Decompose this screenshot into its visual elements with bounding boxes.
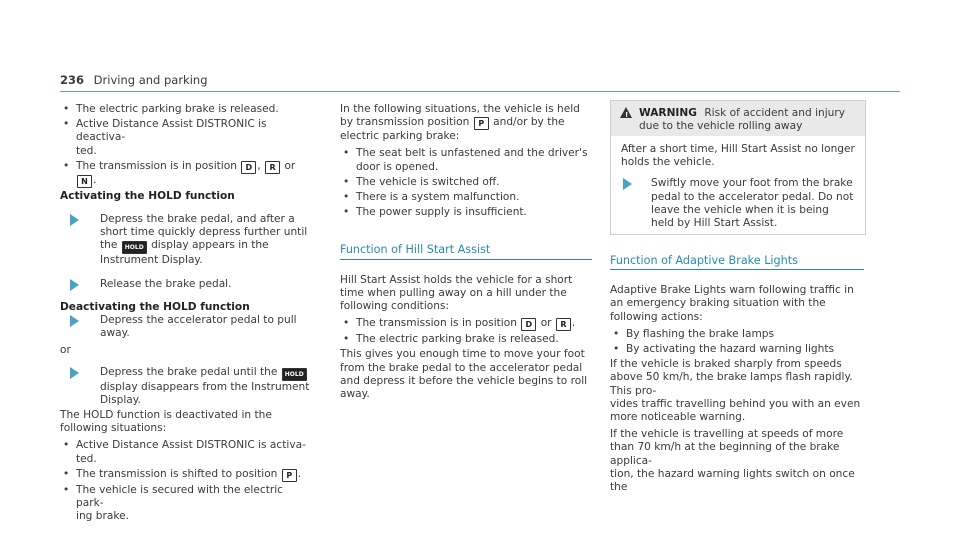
step-4: Depress the brake pedal until the HOLD display disappears from the Instrument Display. xyxy=(60,366,312,407)
column-2 xyxy=(340,103,592,405)
list-item: • By flashing the brake lamps xyxy=(610,328,864,341)
warning-body xyxy=(611,136,865,230)
list-item: • The vehicle is switched off. xyxy=(340,176,592,189)
hill-start-text: Hill Start Assist holds the vehicle for a short time when pulling away on a hill under the following conditions: xyxy=(340,273,573,313)
gear-p-key: P xyxy=(474,117,489,130)
warning-title: Risk of accident and injury due to the vehicle rolling away xyxy=(639,107,846,132)
warning-step: Swiftly move your foot from the brake pedal to the accelerator pedal. Do not leave the vehicle when it is being held by Hill Start Assist. xyxy=(621,177,855,230)
list-item: • The vehicle is secured with the electric park- ing brake. xyxy=(60,484,312,524)
deactivated-situations-text: The HOLD function is deactivated in the following situations: xyxy=(60,409,272,435)
gear-r-key: R xyxy=(265,161,280,174)
abl-hazard-text: If the vehicle is travelling at speeds of more than 70 km/h at the beginning of the brake applica- tion, the hazard warning lights switch on once the xyxy=(610,428,855,494)
section-title-hill-start: Function of Hill Start Assist xyxy=(340,243,592,259)
step-3: Depress the accelerator pedal to pull away. xyxy=(60,314,312,340)
gear-d-key: D xyxy=(241,161,256,174)
prereq-list xyxy=(60,103,312,188)
warning-header xyxy=(611,101,865,136)
hill-start-time-text: This gives you enough time to move your foot from the brake pedal to the accelerator pedal and depress it before the vehicle begins to roll away. xyxy=(340,348,588,401)
column-3 xyxy=(610,254,864,498)
section-title-adaptive-brake-lights: Function of Adaptive Brake Lights xyxy=(610,254,864,270)
list-item: • The transmission is in position D , R or N . xyxy=(60,160,312,188)
page-header xyxy=(60,74,208,87)
deactivation-list xyxy=(60,439,312,523)
warning-label: WARNING xyxy=(639,107,697,119)
gear-d-key: D xyxy=(521,318,536,331)
list-item: • The electric parking brake is released. xyxy=(60,103,312,116)
list-item: • Active Distance Assist DISTRONIC is deactiva- ted. xyxy=(60,118,312,158)
page-number: 236 xyxy=(60,73,85,87)
or-text: or xyxy=(60,344,71,357)
list-item: • The seat belt is unfastened and the driver's door is opened. xyxy=(340,147,592,173)
step-2: Release the brake pedal. xyxy=(60,278,312,291)
list-item: • The power supply is insufficient. xyxy=(340,206,592,219)
gear-n-key: N xyxy=(77,175,92,188)
header-divider xyxy=(60,91,900,92)
list-item: • By activating the hazard warning lights xyxy=(610,343,864,356)
step-arrow-icon xyxy=(70,367,79,379)
step-arrow-icon xyxy=(70,315,79,327)
step-arrow-icon xyxy=(623,178,632,190)
hill-start-conditions xyxy=(340,317,592,346)
list-item: • The electric parking brake is released. xyxy=(340,333,592,346)
step-1: Depress the brake pedal, and after a short time quickly depress further until the HOLD display appears in the Instrument Display. xyxy=(60,213,312,268)
list-item: • The transmission is shifted to position P . xyxy=(60,468,312,482)
abl-actions xyxy=(610,328,864,356)
chapter-title: Driving and parking xyxy=(93,73,208,87)
held-situations-intro: In the following situations, the vehicle is held by transmission position P and/or by the electric parking brake: xyxy=(340,103,580,143)
gear-r-key: R xyxy=(556,318,571,331)
list-item: • Active Distance Assist DISTRONIC is activa- ted. xyxy=(60,439,312,465)
warning-box xyxy=(610,100,866,235)
hold-icon: HOLD xyxy=(282,368,307,381)
column-1 xyxy=(60,103,312,525)
step-arrow-icon xyxy=(70,214,79,226)
list-item: • The transmission is in position D or R . xyxy=(340,317,592,331)
abl-intro: Adaptive Brake Lights warn following traffic in an emergency braking situation with the following actions: xyxy=(610,284,854,323)
warning-triangle-icon: ! xyxy=(620,107,632,118)
gear-p-key: P xyxy=(282,469,297,482)
hold-icon: HOLD xyxy=(122,241,147,254)
heading-activate: Activating the HOLD function xyxy=(60,189,235,202)
heading-deactivate: Deactivating the HOLD function xyxy=(60,300,250,313)
abl-brake-lamps-text: If the vehicle is braked sharply from speeds above 50 km/h, the brake lamps flash rapidly. This pro- vides traffic travelling behind you with an even more noticeable warning. xyxy=(610,358,861,424)
warning-text: After a short time, Hill Start Assist no longer holds the vehicle. xyxy=(621,143,855,169)
step-arrow-icon xyxy=(70,279,79,291)
list-item: • There is a system malfunction. xyxy=(340,191,592,204)
held-situations-list xyxy=(340,147,592,219)
